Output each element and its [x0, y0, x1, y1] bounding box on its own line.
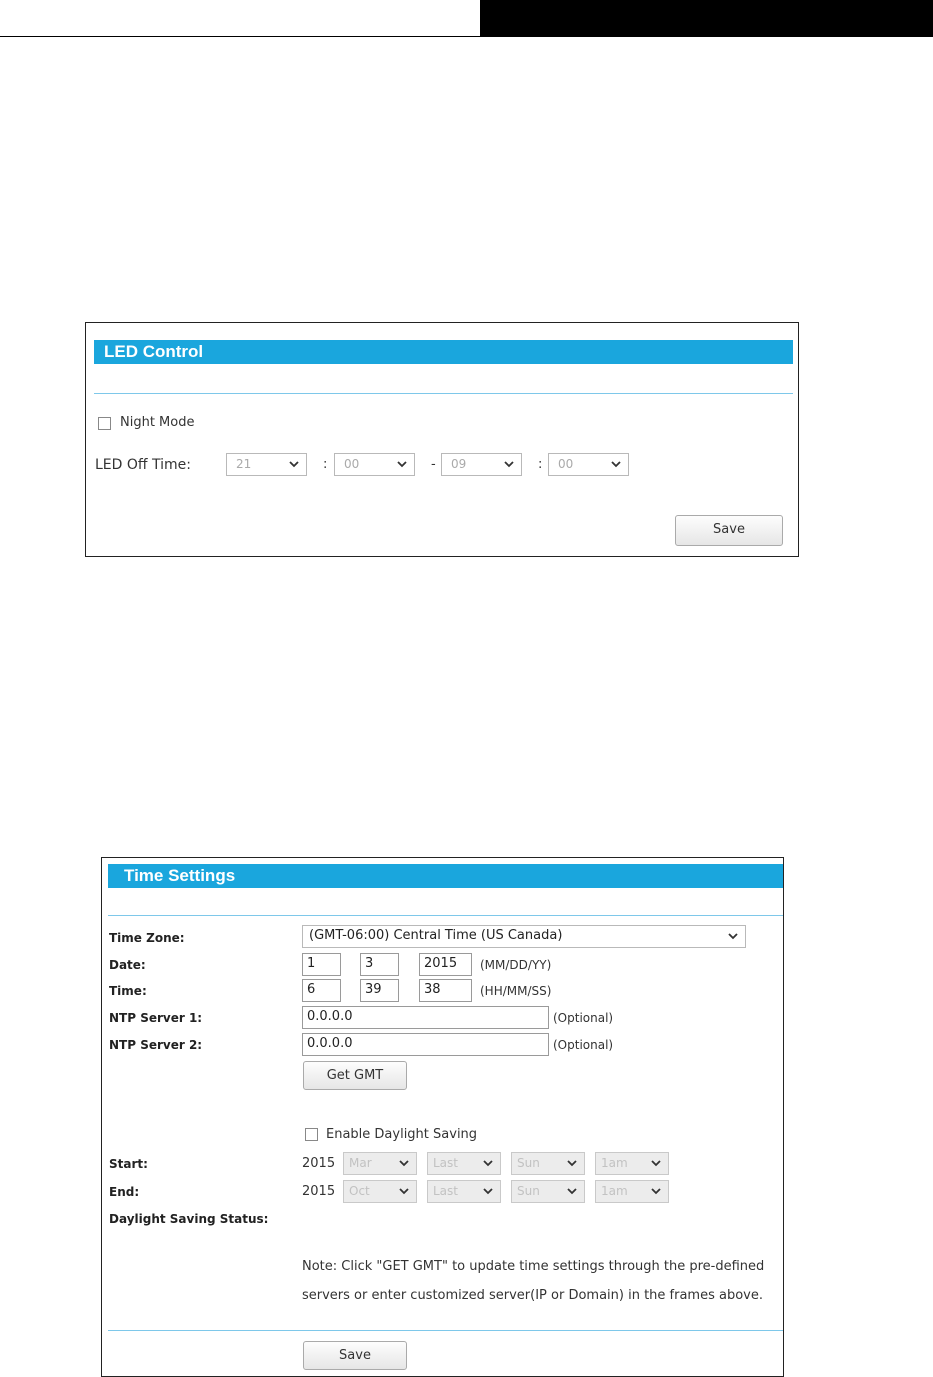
- led-end-hour-value: 09: [451, 457, 467, 471]
- dst-start-week-select[interactable]: [427, 1152, 501, 1175]
- dst-start-day-select[interactable]: [511, 1152, 585, 1175]
- dst-end-hour-select[interactable]: [595, 1180, 669, 1203]
- colon-separator: :: [323, 457, 328, 472]
- led-control-title: LED Control: [94, 340, 793, 364]
- time-top-divider: [108, 915, 783, 916]
- dst-end-month-value: Oct: [349, 1184, 370, 1198]
- page-header-block: [480, 0, 933, 37]
- led-control-panel: [85, 322, 799, 557]
- time-settings-panel: [101, 857, 784, 1377]
- led-save-button[interactable]: Save: [675, 515, 783, 546]
- dst-start-month-value: Mar: [349, 1156, 372, 1170]
- dst-end-week-value: Last: [433, 1184, 458, 1198]
- led-start-hour-select[interactable]: [226, 453, 307, 476]
- led-end-minute-select[interactable]: [548, 453, 629, 476]
- chevron-down-icon: [398, 1157, 410, 1169]
- time-zone-select[interactable]: [302, 925, 746, 948]
- chevron-down-icon: [288, 458, 300, 470]
- time-settings-title: Time Settings: [108, 864, 783, 888]
- colon-separator: :: [538, 457, 543, 472]
- dash-separator: -: [431, 457, 436, 472]
- chevron-down-icon: [566, 1157, 578, 1169]
- date-year-input[interactable]: 2015: [419, 953, 472, 976]
- time-minute-input[interactable]: 39: [360, 979, 399, 1002]
- page-header-rule: [0, 36, 480, 37]
- time-hour-input[interactable]: 6: [302, 979, 341, 1002]
- chevron-down-icon: [396, 458, 408, 470]
- note-line-1: Note: Click "GET GMT" to update time settings through the pre-defined: [302, 1259, 765, 1274]
- dst-end-day-select[interactable]: [511, 1180, 585, 1203]
- dst-end-hour-value: 1am: [601, 1184, 628, 1198]
- chevron-down-icon: [398, 1185, 410, 1197]
- dst-start-week-value: Last: [433, 1156, 458, 1170]
- note-line-2: servers or enter customized server(IP or Domain) in the frames above.: [302, 1288, 763, 1303]
- chevron-down-icon: [566, 1185, 578, 1197]
- time-second-input[interactable]: 38: [419, 979, 472, 1002]
- date-label: Date:: [109, 958, 146, 972]
- dst-end-month-select[interactable]: [343, 1180, 417, 1203]
- dst-start-hour-value: 1am: [601, 1156, 628, 1170]
- chevron-down-icon: [650, 1157, 662, 1169]
- chevron-down-icon: [610, 458, 622, 470]
- time-format-hint: (HH/MM/SS): [480, 984, 552, 998]
- dst-start-month-select[interactable]: [343, 1152, 417, 1175]
- led-end-minute-value: 00: [558, 457, 574, 471]
- ntp-server-2-optional: (Optional): [553, 1038, 614, 1052]
- time-label: Time:: [109, 984, 147, 998]
- dst-start-year: 2015: [302, 1156, 336, 1171]
- date-format-hint: (MM/DD/YY): [480, 958, 552, 972]
- ntp-server-2-input[interactable]: 0.0.0.0: [302, 1033, 549, 1056]
- dst-end-day-value: Sun: [517, 1184, 540, 1198]
- chevron-down-icon: [727, 930, 739, 942]
- dst-end-label: End:: [109, 1185, 140, 1199]
- time-zone-value: (GMT-06:00) Central Time (US Canada): [309, 928, 563, 943]
- date-month-input[interactable]: 1: [302, 953, 341, 976]
- led-start-minute-value: 00: [344, 457, 360, 471]
- daylight-saving-status-label: Daylight Saving Status:: [109, 1212, 269, 1226]
- ntp-server-2-label: NTP Server 2:: [109, 1038, 203, 1052]
- time-save-button[interactable]: Save: [303, 1341, 407, 1370]
- time-bottom-divider: [108, 1330, 783, 1331]
- dst-end-year: 2015: [302, 1184, 336, 1199]
- dst-start-hour-select[interactable]: [595, 1152, 669, 1175]
- enable-daylight-saving-checkbox[interactable]: [305, 1128, 318, 1141]
- dst-end-week-select[interactable]: [427, 1180, 501, 1203]
- dst-start-day-value: Sun: [517, 1156, 540, 1170]
- dst-start-label: Start:: [109, 1157, 148, 1171]
- chevron-down-icon: [650, 1185, 662, 1197]
- chevron-down-icon: [482, 1185, 494, 1197]
- led-start-minute-select[interactable]: [334, 453, 415, 476]
- chevron-down-icon: [503, 458, 515, 470]
- led-end-hour-select[interactable]: [441, 453, 522, 476]
- led-divider: [94, 393, 793, 394]
- ntp-server-1-label: NTP Server 1:: [109, 1011, 203, 1025]
- time-zone-label: Time Zone:: [109, 931, 185, 945]
- night-mode-label: Night Mode: [120, 415, 195, 430]
- enable-daylight-saving-label: Enable Daylight Saving: [326, 1127, 478, 1142]
- chevron-down-icon: [482, 1157, 494, 1169]
- night-mode-checkbox[interactable]: [98, 417, 111, 430]
- date-day-input[interactable]: 3: [360, 953, 399, 976]
- led-off-time-label: LED Off Time:: [95, 457, 191, 473]
- ntp-server-1-input[interactable]: 0.0.0.0: [302, 1006, 549, 1029]
- get-gmt-button[interactable]: Get GMT: [303, 1061, 407, 1090]
- ntp-server-1-optional: (Optional): [553, 1011, 614, 1025]
- led-start-hour-value: 21: [236, 457, 252, 471]
